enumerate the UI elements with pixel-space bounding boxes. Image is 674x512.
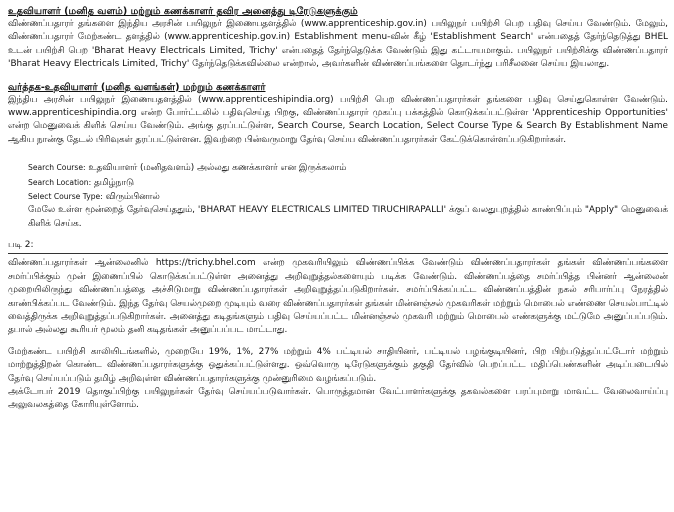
course-type-label: Select Course Type:	[28, 192, 103, 202]
search-location-label: Search Location:	[28, 177, 92, 187]
search-location-line	[28, 176, 668, 190]
section1-body: விண்ணப்பதாரர் தங்களை இந்திய அரசின் பயிலுநர் இணையதளத்தில் (www.apprenticeship.gov.in) பயிலுநர் பயிற்சி பெற பதிவு செய்ய வேண்டும். மேலும், விண்ணப்பதாரர் மேற்கண்ட தளத்தில் (www.apprenticeship.gov.in) Establishment menu-வின் கீழ் 'Establishment Search' என்பதைத் தேர்ந்தெடுத்து BHEL உடன் பயிற்சி பெற 'Bharat Heavy Electricals Limited, Trichy' என்பதைத் தேர்ந்தெடுக்க வேண்டும் இது கட்டாயமாகும். பயிலுநர் பயிற்சிக்கு விண்ணப்பதாரர் 'Bharat Heavy Electricals Limited, Trichy' தேர்ந்தெடுக்கவில்லை என்றால், அவர்களின் விண்ணப்பங்களை தொடர்ந்து பரிசீலனை செய்ய இயலாது.	[8, 19, 668, 70]
step2-para1: விண்ணப்பதாரர்கள் ஆன்லைனில் https://trichy.bhel.com என்ற முகவரியிலும் விண்ணப்பிக்க வேண்டும் விண்ணப்பதாரர்கள் தங்கள் விண்ணப்பங்களை சமர்ப்பிக்கும் முன் இணைப்பில் கொடுக்கப்பட்டுள்ள அனைத்து அறிவுறுத்தல்களையும் படிக்க வேண்டும். விண்ணப்பத்தை சமர்ப்பித்த பின்னர் ஆன்லைன் முறையிலிருந்து விண்ணப்பத்தை அச்சிடுமாறு விண்ணப்பதாரர்கள் அறிவுறுத்தப்படுகிறார்கள். சமர்ப்பிக்கப்பட்ட விண்ணப்பத்தின் நகல் சரிபார்ப்பு நேரத்தில் காண்பிக்கப்பட வேண்டும். இந்த தேர்வு செயல்முறை முடியும் வரை விண்ணப்பதாரர்கள் தங்கள் மின்னஞ்சல் முகவரிகள் மற்றும் மொபைல் எண்ணை செயல்பாட்டில் வைத்திருக்க அறிவுறுத்தப்படுகிறார்கள். அனைத்து கடிதங்களும் பதிவு செய்யப்பட்ட மின்னஞ்சல் முகவரி மற்றும் மொபைல் எண்களுக்கு மட்டுமே அனுப்பப்படும். தபால் அல்லது கூரியர் மூலம் தனி கடிதங்கள் அனுப்பப்பட மாட்டாது.	[8, 258, 668, 336]
step2-para3: அக்டோபர் 2019 தொகுப்பிற்கு பயிலுநர்கள் தேர்வு செய்யப்படுவார்கள். பொருத்தமான வேட்பாளர்களுக்கு தகவல்களை பரப்புமாறு மாவட்ட வேலைவாய்ப்பு அலுவலகத்தை கோரியுள்ளோம்.	[8, 386, 668, 411]
search-location-value: தமிழ்நாடு	[94, 177, 134, 188]
section-divider	[8, 253, 668, 254]
course-type-line	[28, 190, 668, 204]
step2-para2: மேற்கண்ட பயிற்சி காலியிடங்களில், முறையே 19%, 1%, 27% மற்றும் 4% பட்டியல் சாதியினர், பட்டியல் பழங்குடியினர், பிற பிற்படுத்தப்பட்டோர் மற்றும் மாற்றுத்திறன் கொண்ட விண்ணப்பதாரர்களுக்கு ஒதுக்கப்பட்டுள்ளது. ஒவ்வொரு டிரேடுகளுக்கும் தகுதி தேர்வில் பெறப்பட்ட மதிப்பெண்களின் அடிப்படையில் தேர்வு செய்யப்படும் தமிழ் அறிவுள்ள விண்ணப்பதாரர்களுக்கு முன்னுரிமை வழங்கப்படும்.	[8, 346, 668, 384]
section1-heading: உதவியாளர் (மனித வளம்) மற்றும் கணக்காளர் தவிர அனைத்து டிரேடுகளுக்கும்	[8, 6, 358, 17]
document-page	[8, 6, 668, 413]
apply-note: மேலே உள்ள மூன்றைத் தேர்வுசெய்ததும், 'BHARAT HEAVY ELECTRICALS LIMITED TIRUCHIRAPALLI' க்குப் வலதுபுறத்தில் காண்பிப்பும் "Apply" மெனுவைக் கிளிக் செய்க.	[28, 205, 668, 229]
search-instructions	[8, 161, 668, 231]
search-course-value: உதவியாளர் (மனிதவளம்) அல்லது கணக்காளர் என இருக்கலாம்	[88, 163, 347, 174]
search-course-label: Search Course:	[28, 163, 86, 173]
section2-body: இந்திய அரசின் பயிலுநர் இணையதளத்தில் (www.apprenticeshipindia.org) பயிற்சி பெற விண்ணப்பதாரர்கள் தங்களை பதிவு செய்துகொள்ள வேண்டும். www.apprenticeshipindia.org என்ற போர்ட்டலில் பதிவுசெய்த பிறகு, விண்ணப்பதாரர் முகப்பு பக்கத்தில் கொடுக்கப்பட்டுள்ள 'Apprenticeship Opportunities' என்ற மெனுவைக் கிளிக் செய்ய வேண்டும். அங்கு தரப்பட்டுள்ள, Search Course, Search Location, Select Course Type & Search By Establishment Name ஆகிய நான்கு தேடல் பிரிவுகள் தரப்பட்டுள்ளன. இவற்றை பின்வருமாறு தேர்வு செய்ய விண்ணப்பதாரர்கள் கேட்டுக்கொள்ளப்படுகிறார்கள்.	[8, 94, 668, 145]
step2-label: படி 2:	[8, 240, 34, 251]
course-type-value: விரும்பினால்	[105, 192, 160, 203]
section2-heading: வர்த்தக-உதவியாளர் (மனித வளங்கள்) மற்றும் கணக்காளர்	[8, 81, 266, 93]
search-course-line	[28, 161, 668, 175]
